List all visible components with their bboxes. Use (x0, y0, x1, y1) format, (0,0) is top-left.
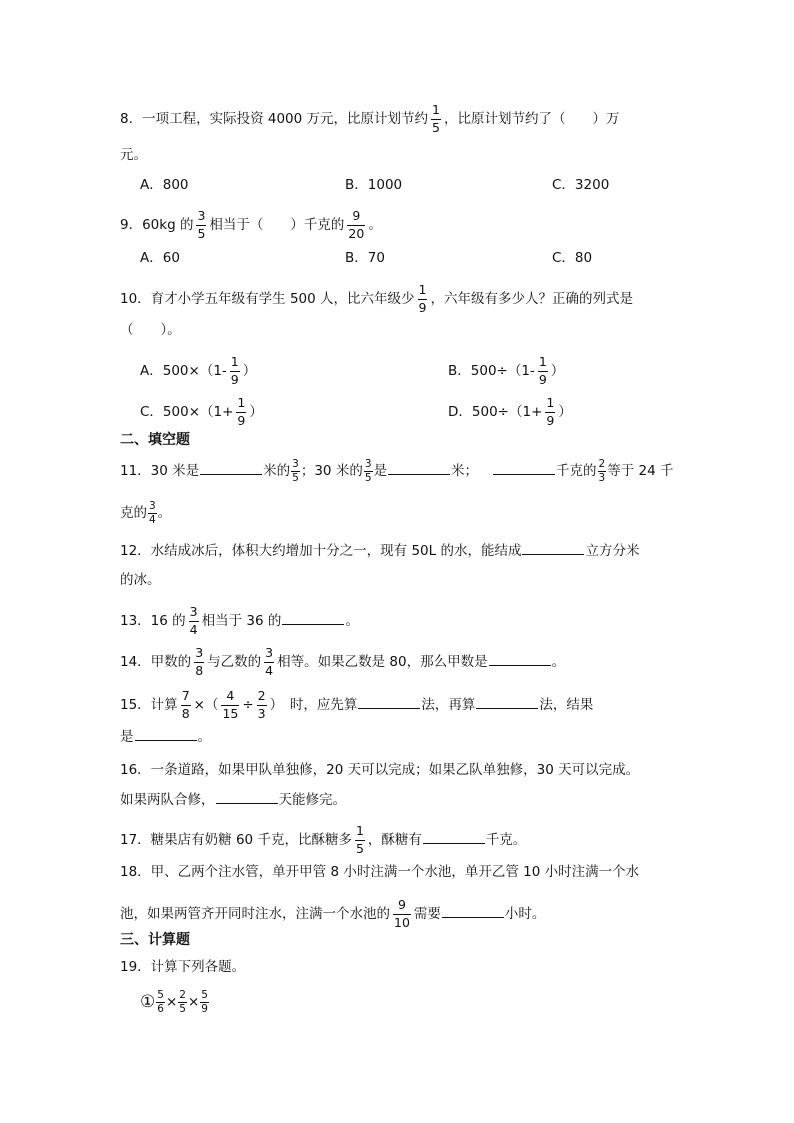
q9-fraction-1: $\frac{3}{5}$ (197, 208, 206, 241)
question-15: 15．计算 $\frac{7}{8}$ ×（ $\frac{4}{15}$ ÷ $\frac{2}{3}$ ） 时，应先算 法，再算 法，结果 (120, 688, 594, 721)
question-9 (120, 210, 382, 240)
q10-option-d: D．500÷（1+ $\frac{1}{9}$ ） (448, 395, 572, 428)
question-10 (120, 284, 633, 314)
answer-blank[interactable] (522, 540, 584, 555)
answer-blank[interactable] (358, 694, 420, 709)
q9-text-suffix: 。 (368, 217, 382, 233)
q9-text-mid: 相当于（ ）千克的 (209, 217, 345, 233)
question-12: 12．水结成冰后，体积大约增加十分之一，现有 50L 的水，能结成 立方分米 (120, 540, 639, 561)
answer-blank[interactable] (493, 460, 555, 475)
item-number-marker: ① (140, 992, 156, 1012)
answer-blank[interactable] (442, 903, 504, 918)
q9-option-b: B．70 (345, 250, 385, 266)
q19-expression-1: ① $\frac{5}{6}$ × $\frac{2}{5}$ × $\frac{5}{9}$ (140, 989, 208, 1015)
answer-blank[interactable] (489, 651, 551, 666)
q11-continuation: 克的 $\frac{3}{4}$ 。 (120, 500, 172, 526)
q8-continuation: 元。 (120, 147, 147, 163)
q9-fraction-2: $\frac{9}{20}$ (348, 208, 365, 241)
q10-continuation: （ ）。 (120, 322, 181, 338)
q8-fraction: $\frac{1}{5}$ (432, 102, 440, 135)
q10-option-b: B．500÷（1- $\frac{1}{9}$ ） (448, 354, 565, 387)
q10-option-c: C．500×（1+ $\frac{1}{9}$ ） (140, 395, 263, 428)
answer-blank[interactable] (216, 789, 278, 804)
answer-blank[interactable] (388, 460, 450, 475)
q18-continuation: 池，如果两管齐开同时注水，注满一个水池的 $\frac{9}{10}$ 需要 小时。 (120, 897, 546, 930)
answer-blank[interactable] (476, 694, 538, 709)
question-16: 16．一条道路，如果甲队单独修，20 天可以完成；如果乙队单独修，30 天可以完成。 (120, 762, 640, 778)
question-17: 17．糖果店有奶糖 60 千克，比酥糖多 $\frac{1}{5}$ ，酥糖有 千克。 (120, 823, 527, 856)
q15-continuation: 是 。 (120, 726, 211, 747)
q10-option-a: A．500×（1- $\frac{1}{9}$ ） (140, 354, 257, 387)
q8-text: 8．一项工程，实际投资 4000 万元，比原计划节约 (120, 111, 429, 127)
answer-blank[interactable] (135, 726, 197, 741)
section-heading-calculation: 三、计算题 (120, 932, 190, 948)
question-8 (120, 104, 619, 134)
q16-continuation: 如果两队合修， 天能修完。 (120, 789, 346, 810)
q9-option-a: A．60 (140, 250, 180, 266)
q12-continuation: 的冰。 (120, 572, 161, 588)
q9-option-c: C．80 (552, 250, 593, 266)
q8-option-b: B．1000 (345, 177, 403, 193)
q10-text-suffix: ，六年级有多少人？正确的列式是 (430, 291, 633, 307)
question-14: 14．甲数的 $\frac{3}{8}$ 与乙数的 $\frac{3}{4}$ 相等。如果乙数是 80，那么甲数是 。 (120, 645, 566, 678)
q8-option-c: C．3200 (552, 177, 610, 193)
section-heading-fill-in: 二、填空题 (120, 432, 190, 448)
answer-blank[interactable] (423, 829, 485, 844)
question-13: 13．16 的 $\frac{3}{4}$ 相当于 36 的 。 (120, 604, 359, 637)
q8-option-a: A．800 (140, 177, 189, 193)
q10-text: 10．育才小学五年级有学生 500 人，比六年级少 (120, 291, 415, 307)
q8-text-suffix: ，比原计划节约了（ ）万 (443, 111, 620, 127)
q10-fraction: $\frac{1}{9}$ (418, 282, 427, 315)
question-11: 11．30 米是 米的 $\frac{3}{5}$ ；30 米的 $\frac{3}{5}$ 是 米； 千克的 $\frac{2}{3}$ 等于 24 千 (120, 458, 674, 484)
answer-blank[interactable] (200, 460, 262, 475)
q9-text: 9．60kg 的 (120, 217, 194, 233)
question-18: 18．甲、乙两个注水管，单开甲管 8 小时注满一个水池，单开乙管 10 小时注满一个水 (120, 864, 640, 880)
answer-blank[interactable] (282, 610, 344, 625)
question-19: 19．计算下列各题。 (120, 959, 246, 975)
